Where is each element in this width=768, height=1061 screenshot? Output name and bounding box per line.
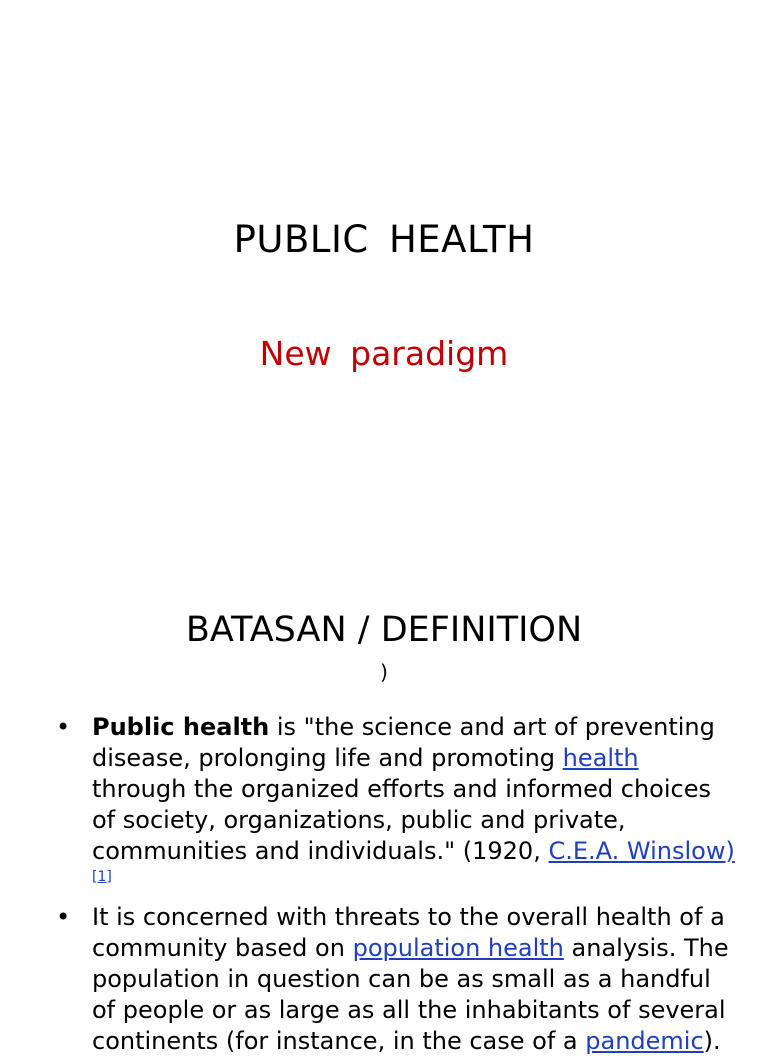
bullet-marker: •	[56, 713, 71, 741]
slide-subtitle: New paradigm	[259, 334, 509, 373]
bullet-population-health	[56, 902, 736, 1057]
bullet1-text-b: through the organized efforts and informed choices of society, organizations, public and private, communities and individuals." (1920,	[92, 775, 711, 865]
link-cea-winslow[interactable]: C.E.A. Winslow	[548, 837, 726, 865]
bullet1-closing-paren[interactable]: )	[725, 837, 735, 865]
definition-bullet-list	[56, 712, 736, 1061]
bullet2-text-c: ).	[703, 1027, 721, 1055]
definition-heading: BATASAN / DEFINITION	[185, 610, 583, 650]
citation-1-link[interactable]: [1]	[92, 869, 112, 885]
link-population-health[interactable]: population health	[352, 934, 564, 962]
term-public-health: Public health	[92, 713, 270, 741]
slide-title-heading: PUBLIC HEALTH	[233, 218, 535, 261]
bullet-public-health-definition	[56, 712, 736, 898]
bullet-marker: •	[56, 903, 71, 931]
bullet2-text-b: analysis. The population in question can be as small as a handful of people or as large as all the inhabitants of several continents (for instance, in the case of a	[92, 934, 729, 1055]
bullet2-text-a: It is concerned with threats to the overall health of a community based on	[92, 903, 725, 962]
slide-definition	[0, 576, 768, 1055]
link-pandemic[interactable]: pandemic	[585, 1027, 704, 1055]
link-health[interactable]: health	[562, 744, 639, 772]
bullet1-text-a: is "the science and art of preventing disease, prolonging life and promoting	[92, 713, 715, 772]
stray-parenthesis: )	[380, 660, 388, 684]
